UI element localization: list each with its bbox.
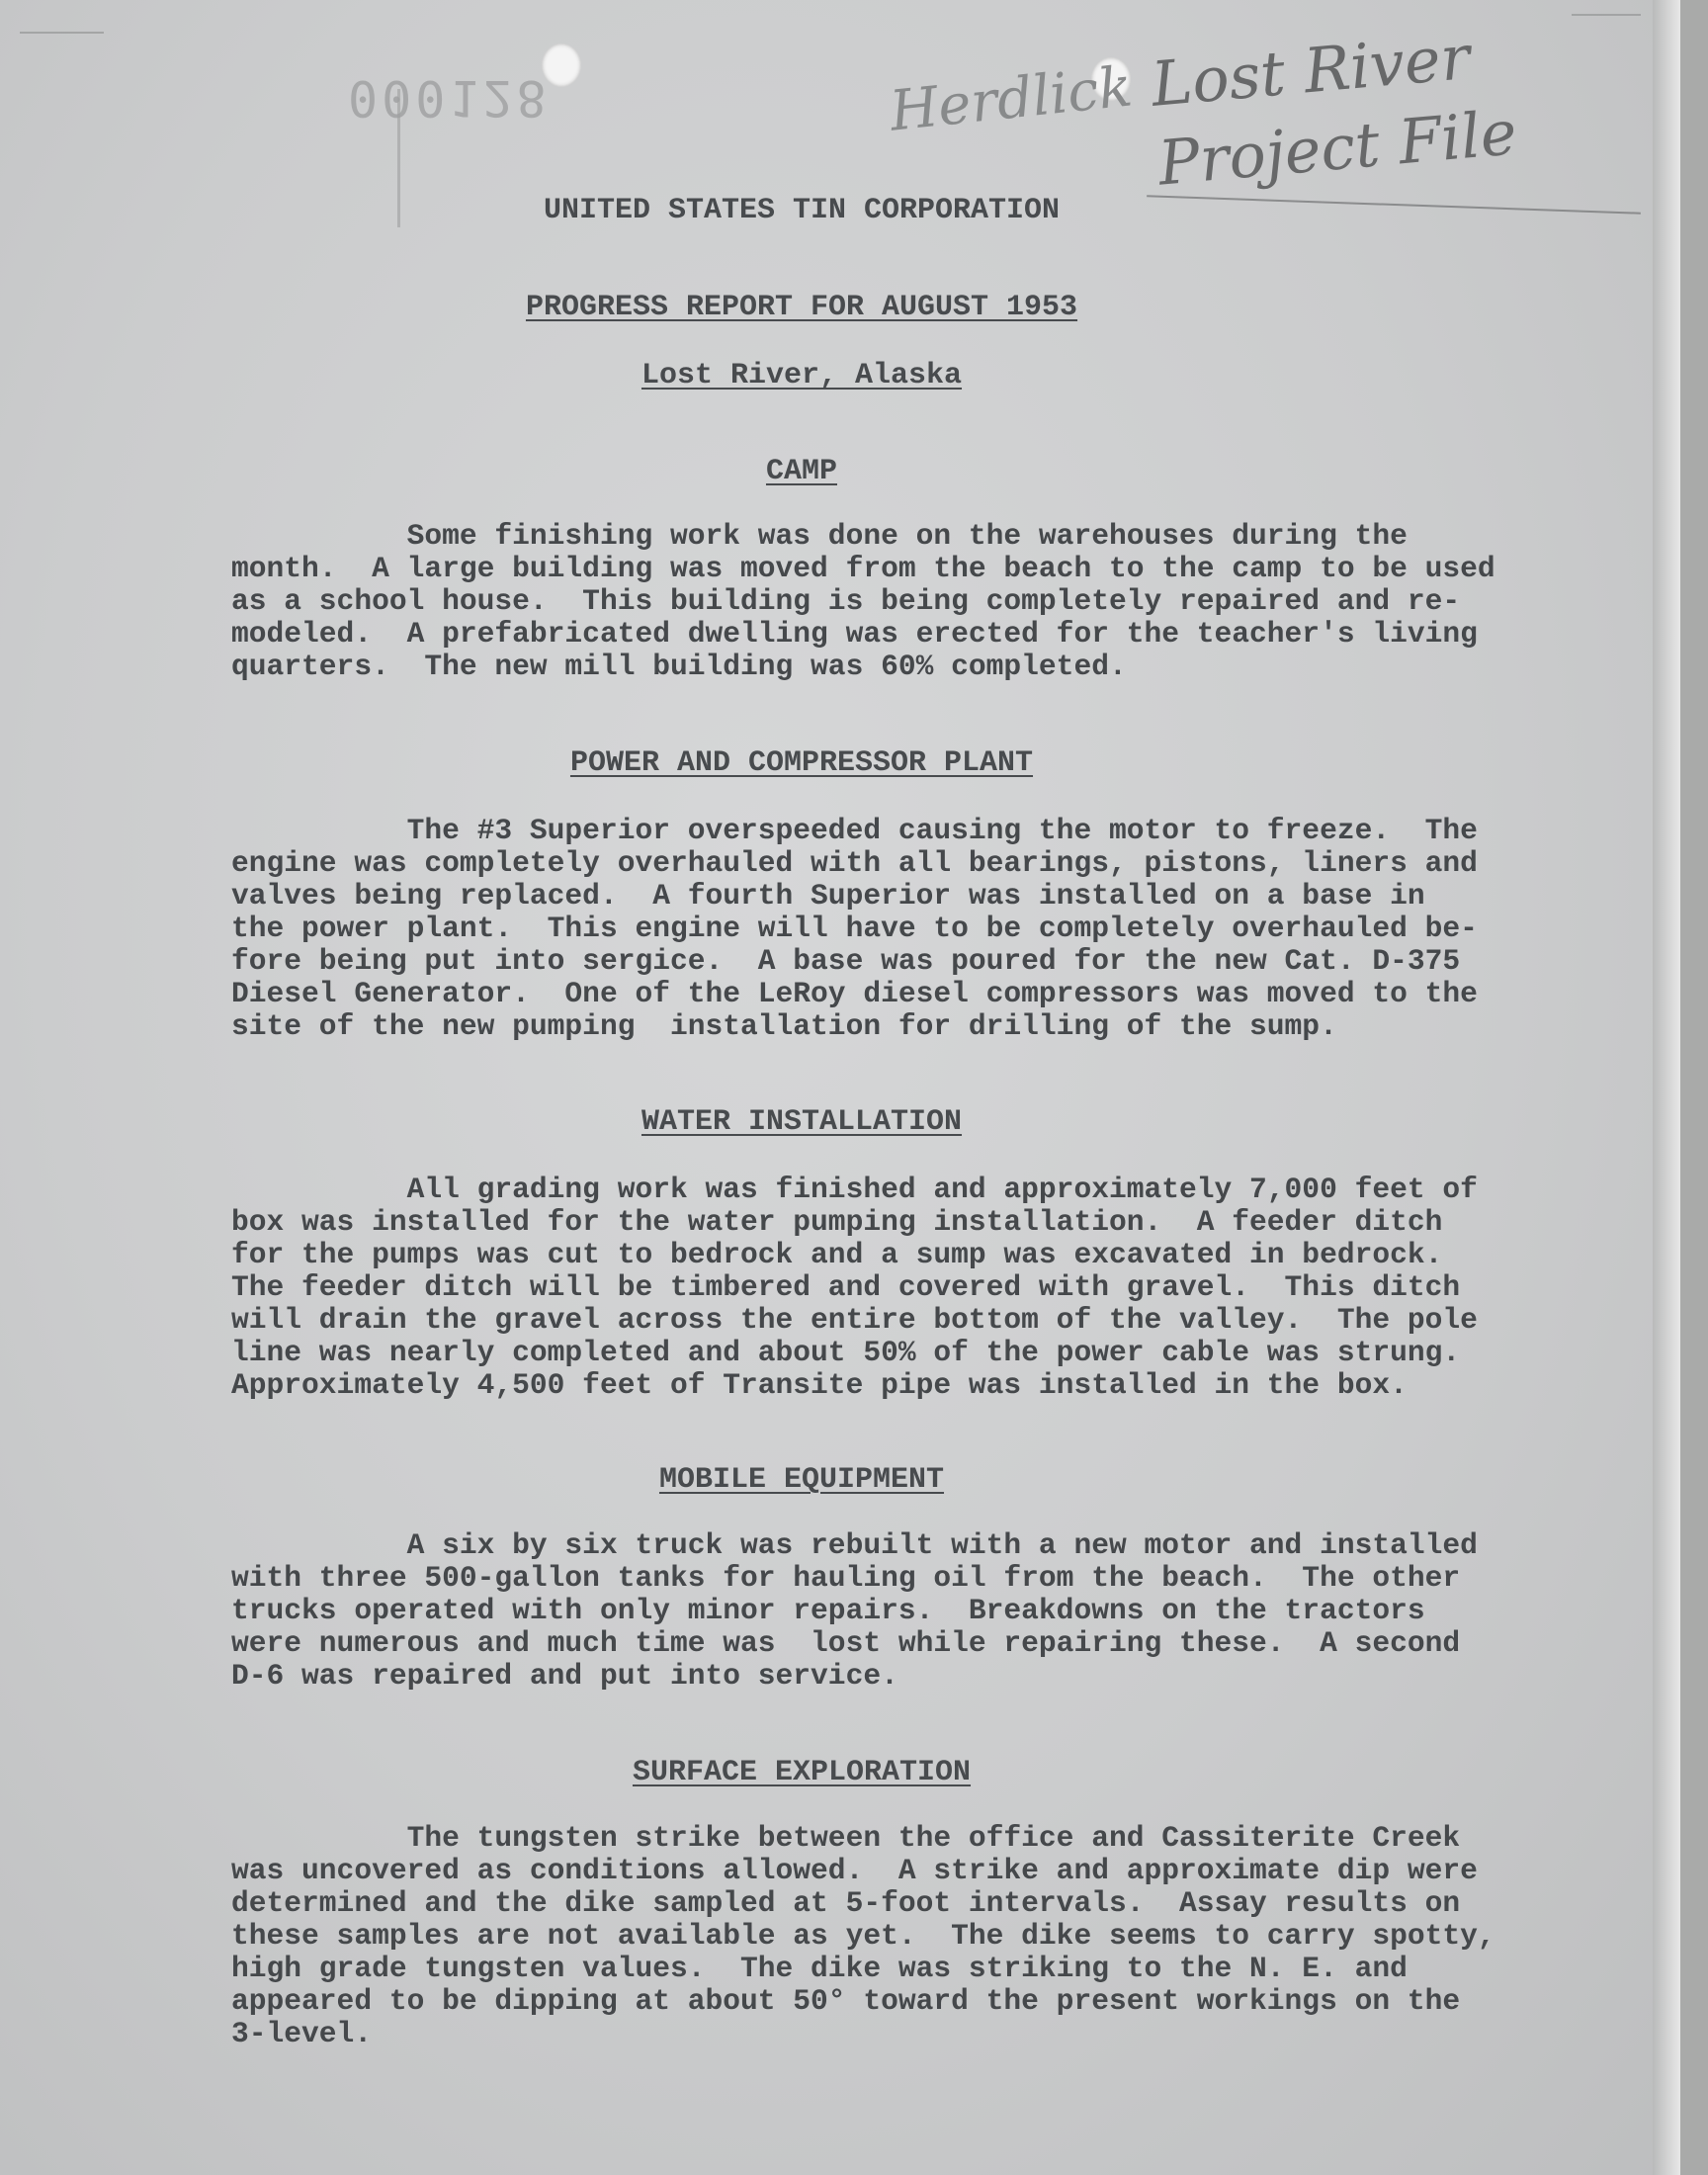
handwritten-project-note — [1149, 14, 1520, 203]
text-line: Diesel Generator. One of the LeRoy diesel compressors was moved to the — [231, 977, 1478, 1010]
archive-stamp-number: 000128 — [348, 69, 551, 127]
section-body-power-plant — [231, 814, 1478, 1043]
text-line: trucks operated with only minor repairs. Breakdowns on the tractors — [231, 1594, 1425, 1627]
text-line: quarters. The new mill building was 60% completed. — [231, 650, 1127, 683]
text-line: The tungsten strike between the office and Cassiterite Creek — [231, 1821, 1461, 1855]
text-line: fore being put into sergice. A base was poured for the new Cat. D-375 — [231, 944, 1461, 978]
section-body-mobile-equipment — [231, 1528, 1478, 1693]
text-line: All grading work was finished and approximately 7,000 feet of — [231, 1173, 1478, 1206]
pencil-mark — [20, 32, 104, 34]
report-title: PROGRESS REPORT FOR AUGUST 1953 — [525, 291, 1078, 324]
text-line: D-6 was repaired and put into service. — [231, 1659, 898, 1693]
section-heading-mobile-equipment: MOBILE EQUIPMENT — [658, 1463, 945, 1497]
section-heading-surface-exploration: SURFACE EXPLORATION — [632, 1756, 972, 1789]
section-heading-water-installation: WATER INSTALLATION — [640, 1105, 963, 1139]
section-heading-camp: CAMP — [765, 455, 837, 488]
text-line: site of the new pumping installation for drilling of the sump. — [231, 1009, 1337, 1043]
text-line: was uncovered as conditions allowed. A strike and approximate dip were — [231, 1854, 1478, 1887]
text-line: valves being replaced. A fourth Superior was installed on a base in — [231, 879, 1425, 913]
handwritten-name: Herdlick — [887, 54, 1136, 144]
text-line: were numerous and much time was lost while repairing these. A second — [231, 1626, 1461, 1660]
text-line: month. A large building was moved from the beach to the camp to be used — [231, 552, 1495, 585]
text-line: these samples are not available as yet. The dike seems to carry spotty, — [231, 1919, 1495, 1953]
section-body-water-installation — [231, 1173, 1478, 1402]
report-location: Lost River, Alaska — [640, 359, 963, 392]
pencil-mark — [1572, 14, 1641, 16]
company-name: UNITED STATES TIN CORPORATION — [543, 194, 1061, 227]
text-line: appeared to be dipping at about 50° toward the present workings on the — [231, 1984, 1461, 2018]
text-line: the power plant. This engine will have to be completely overhauled be- — [231, 912, 1478, 945]
section-body-surface-exploration — [231, 1821, 1495, 2050]
text-line: 3-level. — [231, 2017, 373, 2050]
text-line: for the pumps was cut to bedrock and a sump was excavated in bedrock. — [231, 1238, 1443, 1271]
section-heading-power-plant: POWER AND COMPRESSOR PLANT — [569, 746, 1034, 780]
text-line: determined and the dike sampled at 5-foot intervals. Assay results on — [231, 1886, 1461, 1920]
handwritten-project-line: Project File — [1154, 96, 1520, 200]
text-line: box was installed for the water pumping installation. A feeder ditch — [231, 1205, 1443, 1239]
page-edge-shadow — [1653, 0, 1680, 2175]
text-line: modeled. A prefabricated dwelling was erected for the teacher's living — [231, 617, 1478, 651]
text-line: will drain the gravel across the entire bottom of the valley. The pole — [231, 1303, 1478, 1337]
text-line: The feeder ditch will be timbered and covered with gravel. This ditch — [231, 1270, 1461, 1304]
text-line: line was nearly completed and about 50% of the power cable was strung. — [231, 1336, 1461, 1369]
text-line: as a school house. This building is being completely repaired and re- — [231, 584, 1461, 618]
text-line: A six by six truck was rebuilt with a new motor and installed — [231, 1528, 1478, 1562]
text-line: Some finishing work was done on the warehouses during the — [231, 519, 1408, 553]
section-body-camp — [231, 519, 1495, 683]
handwritten-project-line: Lost River — [1148, 20, 1473, 121]
text-line: with three 500-gallon tanks for hauling oil from the beach. The other — [231, 1561, 1461, 1595]
text-line: Approximately 4,500 feet of Transite pipe was installed in the box. — [231, 1368, 1408, 1402]
text-line: high grade tungsten values. The dike was striking to the N. E. and — [231, 1952, 1408, 1985]
text-line: The #3 Superior overspeeded causing the motor to freeze. The — [231, 814, 1478, 847]
text-line: engine was completely overhauled with all bearings, pistons, liners and — [231, 846, 1478, 880]
